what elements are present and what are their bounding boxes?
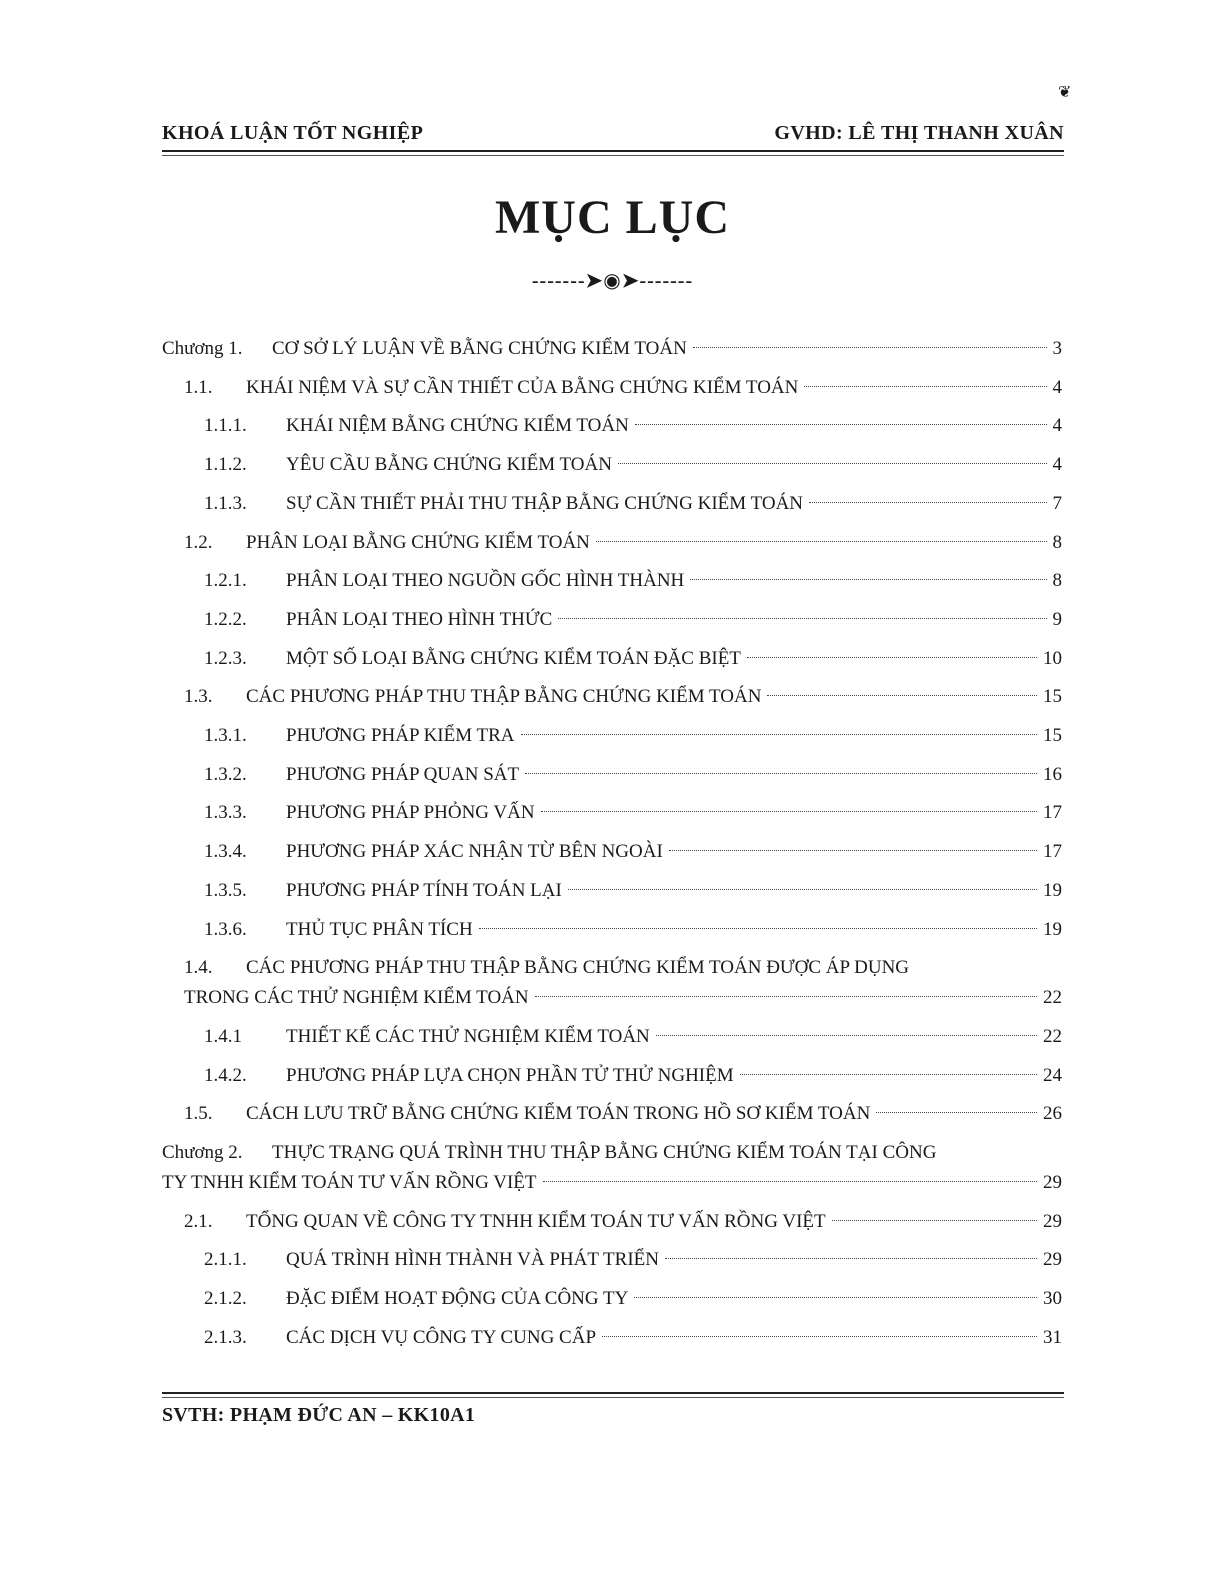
- toc-entry-page: 8: [1052, 531, 1062, 553]
- toc-entry-number: Chương 2.: [162, 1142, 243, 1163]
- toc-entry-title: QUÁ TRÌNH HÌNH THÀNH VÀ PHÁT TRIỂN: [286, 1249, 659, 1271]
- dot-leader: [832, 1220, 1037, 1221]
- dot-leader: [693, 347, 1047, 348]
- toc-entry: [204, 566, 1062, 596]
- toc-entry-number: 1.2.3.: [204, 647, 247, 669]
- toc-entry-title: CÁC PHƯƠNG PHÁP THU THẬP BẰNG CHỨNG KIỂM TOÁN: [246, 686, 762, 708]
- toc-entry-title: CƠ SỞ LÝ LUẬN VỀ BẰNG CHỨNG KIỂM TOÁN: [272, 338, 687, 359]
- toc-entry-title: THỦ TỤC PHÂN TÍCH: [286, 918, 473, 940]
- dot-leader: [479, 928, 1037, 929]
- toc-entry-number: 1.2.2.: [204, 608, 247, 630]
- toc-entry-title: PHƯƠNG PHÁP QUAN SÁT: [286, 763, 520, 785]
- toc-entry-number: 1.3.3.: [204, 802, 247, 824]
- toc-entry-page: 19: [1043, 918, 1062, 940]
- toc-entry: [204, 489, 1062, 519]
- toc-entry: [204, 1061, 1062, 1091]
- toc-entry-number: 1.2.: [184, 531, 213, 553]
- toc-entry: [204, 721, 1062, 751]
- toc-entry-page: 31: [1043, 1326, 1062, 1348]
- dot-leader: [804, 386, 1046, 387]
- toc-entry: [204, 605, 1062, 635]
- toc-entry-title: PHƯƠNG PHÁP PHỎNG VẤN: [286, 802, 535, 824]
- toc-entry-number: 1.3.: [184, 686, 213, 708]
- toc-entry-page: 29: [1043, 1249, 1062, 1271]
- toc-entry-title: KHÁI NIỆM VÀ SỰ CẦN THIẾT CỦA BẰNG CHỨNG KIỂM TOÁN: [246, 376, 799, 398]
- header-rule: [162, 150, 1064, 156]
- toc-entry-number: 1.5.: [184, 1103, 213, 1125]
- toc-entry-title: PHÂN LOẠI THEO HÌNH THỨC: [286, 608, 553, 630]
- dot-leader: [690, 579, 1046, 580]
- toc-entry-title: CÁC PHƯƠNG PHÁP THU THẬP BẰNG CHỨNG KIỂM TOÁN ĐƯỢC ÁP DỤNG: [246, 957, 910, 979]
- page-footer: SVTH: PHẠM ĐỨC AN – KK10A1: [162, 1404, 476, 1426]
- dot-leader: [525, 773, 1037, 774]
- toc-entry: [204, 837, 1062, 867]
- dot-leader: [747, 657, 1037, 658]
- toc-entry: [184, 528, 1062, 558]
- toc-entry: [204, 915, 1062, 945]
- toc-entry-page: 4: [1052, 454, 1062, 476]
- toc-entry-title: ĐẶC ĐIỂM HOẠT ĐỘNG CỦA CÔNG TY: [286, 1288, 629, 1310]
- dot-leader: [541, 811, 1037, 812]
- toc-entry-page: 22: [1043, 987, 1062, 1009]
- toc-entry-page: 4: [1052, 376, 1062, 398]
- toc-entry-number: 1.3.6.: [204, 918, 247, 940]
- toc-entry-number: 1.3.1.: [204, 725, 247, 746]
- toc-entry-number: 2.1.: [184, 1210, 213, 1232]
- toc-entry-title: PHƯƠNG PHÁP XÁC NHẬN TỪ BÊN NGOÀI: [286, 841, 663, 863]
- dot-leader: [669, 850, 1037, 851]
- toc-entry-number: 1.1.3.: [204, 492, 247, 514]
- page-title: MỤC LỤC: [495, 191, 730, 244]
- toc-entry-page: 16: [1043, 763, 1062, 785]
- toc-entry-title: PHƯƠNG PHÁP TÍNH TOÁN LẠI: [286, 879, 562, 901]
- toc-entry-number: 1.3.2.: [204, 763, 247, 785]
- dot-leader: [596, 541, 1047, 542]
- toc-entry-title: PHƯƠNG PHÁP KIỂM TRA: [286, 725, 515, 746]
- toc-entry-line2: [162, 1168, 1062, 1198]
- toc-entry-page: 3: [1052, 338, 1062, 359]
- footer-rule: [162, 1392, 1064, 1398]
- toc-entry-page: 9: [1052, 608, 1062, 630]
- toc-entry-title-cont: TRONG CÁC THỬ NGHIỆM KIỂM TOÁN: [184, 987, 529, 1009]
- dot-leader: [543, 1181, 1037, 1182]
- toc-entry-number: 2.1.1.: [204, 1249, 247, 1271]
- toc-entry-title: PHÂN LOẠI THEO NGUỒN GỐC HÌNH THÀNH: [286, 570, 685, 592]
- toc-entry: [204, 644, 1062, 674]
- header-right: GVHD: LÊ THỊ THANH XUÂN: [774, 122, 1064, 144]
- toc-entry-page: 7: [1052, 492, 1062, 514]
- toc-entry-title: KHÁI NIỆM BẰNG CHỨNG KIỂM TOÁN: [286, 415, 629, 437]
- dot-leader: [634, 1297, 1037, 1298]
- page-header: [162, 122, 1064, 152]
- toc-entry-title: CÁCH LƯU TRỮ BẰNG CHỨNG KIỂM TOÁN TRONG HỒ SƠ KIỂM TOÁN: [246, 1103, 871, 1125]
- toc-entry-number: 1.1.1.: [204, 415, 247, 437]
- ornament-divider: -------➤◉➤-------: [531, 270, 694, 292]
- toc-entry: [204, 1323, 1062, 1353]
- dot-leader: [656, 1035, 1037, 1036]
- toc-entry-page: 10: [1043, 647, 1062, 669]
- toc-entry: [204, 411, 1062, 441]
- toc-entry-page: 26: [1043, 1103, 1062, 1125]
- toc-entry-page: 19: [1043, 879, 1062, 901]
- toc-entry-number: 1.1.: [184, 376, 213, 398]
- toc-entry-page: 15: [1043, 725, 1062, 746]
- toc-entry-page: 30: [1043, 1288, 1062, 1310]
- toc-entry-number: 1.2.1.: [204, 570, 247, 592]
- toc-entry-number: 1.4.2.: [204, 1064, 247, 1086]
- toc-entry: [204, 450, 1062, 480]
- corner-mark: ❦: [1058, 84, 1072, 101]
- dot-leader: [568, 889, 1037, 890]
- toc-entry-page: 17: [1043, 841, 1062, 863]
- toc-entry: [184, 1099, 1062, 1129]
- toc-entry-number: 1.3.5.: [204, 879, 247, 901]
- toc-entry: [162, 334, 1062, 364]
- toc-entry-page: 15: [1043, 686, 1062, 708]
- dot-leader: [809, 502, 1046, 503]
- toc-entry-page: 4: [1052, 415, 1062, 437]
- dot-leader: [558, 618, 1046, 619]
- toc-entry: [204, 1022, 1062, 1052]
- toc-entry: [184, 373, 1062, 403]
- toc-entry-number: Chương 1.: [162, 338, 243, 359]
- toc-entry-title: PHÂN LOẠI BẰNG CHỨNG KIỂM TOÁN: [246, 531, 590, 553]
- toc-entry-number: 2.1.3.: [204, 1326, 247, 1348]
- toc-entry-page: 8: [1052, 570, 1062, 592]
- toc-entry-title: YÊU CẦU BẰNG CHỨNG KIỂM TOÁN: [286, 454, 612, 476]
- dot-leader: [876, 1112, 1037, 1113]
- toc-entry-title: CÁC DỊCH VỤ CÔNG TY CUNG CẤP: [286, 1326, 597, 1348]
- toc-entry: [184, 682, 1062, 712]
- toc-entry-title: MỘT SỐ LOẠI BẰNG CHỨNG KIỂM TOÁN ĐẶC BIỆT: [286, 647, 741, 669]
- toc-entry-line1: [162, 1138, 1062, 1168]
- toc-entry: [204, 1245, 1062, 1275]
- toc-entry-title: TỔNG QUAN VỀ CÔNG TY TNHH KIỂM TOÁN TƯ VẤN RỒNG VIỆT: [246, 1210, 826, 1232]
- toc-entry-number: 2.1.2.: [204, 1288, 247, 1310]
- toc-entry-page: 29: [1043, 1210, 1062, 1232]
- dot-leader: [618, 463, 1047, 464]
- toc-entry-line2: [184, 983, 1062, 1013]
- toc-entry-page: 29: [1043, 1172, 1062, 1193]
- toc-entry: [184, 1207, 1062, 1237]
- toc-entry-number: 1.4.1: [204, 1025, 242, 1047]
- dot-leader: [740, 1074, 1037, 1075]
- toc-entry-title-cont: TY TNHH KIỂM TOÁN TƯ VẤN RỒNG VIỆT: [162, 1172, 537, 1193]
- toc-entry-line1: [184, 953, 1084, 983]
- toc-entry: [204, 876, 1062, 906]
- dot-leader: [665, 1258, 1037, 1259]
- dot-leader: [535, 996, 1037, 997]
- toc-entry-title: THIẾT KẾ CÁC THỬ NGHIỆM KIỂM TOÁN: [286, 1025, 650, 1047]
- toc-entry: [204, 1284, 1062, 1314]
- dot-leader: [635, 424, 1047, 425]
- toc-entry-page: 24: [1043, 1064, 1062, 1086]
- toc-entry-page: 17: [1043, 802, 1062, 824]
- header-left: KHOÁ LUẬN TỐT NGHIỆP: [162, 122, 424, 144]
- dot-leader: [521, 734, 1037, 735]
- dot-leader: [767, 695, 1037, 696]
- toc-entry: [204, 760, 1062, 790]
- toc-entry: [204, 798, 1062, 828]
- toc-entry-number: 1.1.2.: [204, 454, 247, 476]
- toc-entry-number: 1.3.4.: [204, 841, 247, 863]
- toc-entry-title: THỰC TRẠNG QUÁ TRÌNH THU THẬP BẰNG CHỨNG KIỂM TOÁN TẠI CÔNG: [272, 1142, 937, 1163]
- dot-leader: [602, 1336, 1037, 1337]
- toc-entry-title: PHƯƠNG PHÁP LỰA CHỌN PHẦN TỬ THỬ NGHIỆM: [286, 1064, 734, 1086]
- toc-entry-number: 1.4.: [184, 957, 213, 979]
- toc-entry-page: 22: [1043, 1025, 1062, 1047]
- toc-entry-title: SỰ CẦN THIẾT PHẢI THU THẬP BẰNG CHỨNG KIỂM TOÁN: [286, 492, 804, 514]
